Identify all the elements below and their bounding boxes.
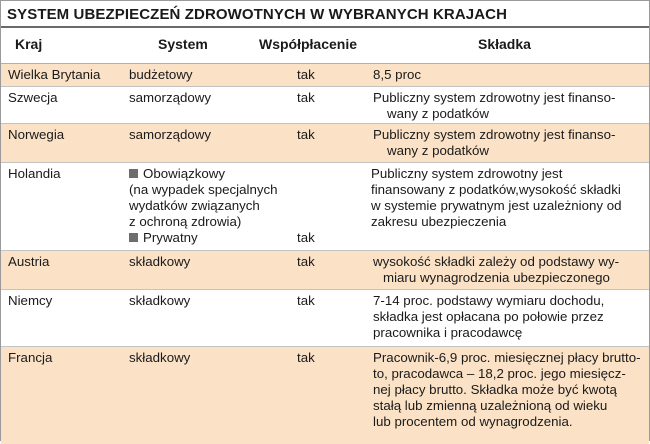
cell-kraj: Austria [8,254,50,269]
square-bullet-icon [129,233,138,242]
skladka-line: finansowany z podatków,wysokość składki [371,182,621,197]
header-kraj: Kraj [15,36,43,52]
cell-wspolplacenie: tak [297,293,315,308]
cell-wspolplacenie: tak [297,230,315,245]
cell-wspolplacenie: tak [297,350,315,365]
skladka-line: 8,5 proc [373,67,422,82]
cell-wspolplacenie: tak [297,127,315,142]
skladka-line: Publiczny system zdrowotny jest finanso- [373,90,616,105]
cell-wspolplacenie: tak [297,67,315,82]
system-detail-line: z ochroną zdrowia) [129,214,242,229]
system-detail-line: (na wypadek specjalnych [129,182,278,197]
skladka-line: zakresu ubezpieczenia [371,214,507,229]
cell-wspolplacenie: tak [297,254,315,269]
cell-skladka [373,90,635,122]
cell-kraj: Holandia [8,166,61,181]
table-header [1,28,649,64]
system-detail-line: wydatków związanych [129,198,260,213]
header-wspolplacenie: Współpłacenie [259,36,358,52]
skladka-line: składka jest opłacana po połowie przez [373,309,604,324]
header-skladka: Składka [478,36,531,52]
cell-wspolplacenie: tak [297,90,315,105]
cell-kraj: Norwegia [8,127,65,142]
cell-system: składkowy [129,254,191,269]
skladka-line: wysokość składki zależy od podstawy wy- [373,254,620,269]
system-option-prywatny: Prywatny [129,230,309,246]
skladka-line: Publiczny system zdrowotny jest [371,166,563,181]
cell-kraj: Niemcy [8,293,53,308]
skladka-line: Publiczny system zdrowotny jest finanso- [373,127,616,142]
skladka-line: pracownika i pracodawcę [373,325,523,340]
table-row [1,251,649,290]
cell-skladka [373,254,635,286]
skladka-line: nej płacy brutto. Składka może być kwotą [373,382,617,397]
square-bullet-icon [129,169,138,178]
table-row [1,64,649,87]
cell-kraj: Francja [8,350,53,365]
table-row [1,124,649,163]
skladka-line: miaru wynagrodzenia ubezpieczonego [383,270,610,285]
skladka-line: Pracownik-6,9 proc. miesięcznej płacy brutto- [373,350,641,365]
table-title: SYSTEM UBEZPIECZEŃ ZDROWOTNYCH W WYBRANYCH KRAJACH [1,1,649,28]
cell-skladka [373,67,635,83]
cell-system: samorządowy [129,90,212,105]
cell-skladka [373,293,635,341]
skladka-line: stałą lub zmienną uzależnioną od wieku [373,398,608,413]
table-row [1,87,649,124]
skladka-line: wany z podatków [387,106,489,121]
header-system: System [158,36,208,52]
cell-system: samorządowy [129,127,212,142]
cell-system [129,166,309,246]
cell-kraj: Wielka Brytania [8,67,101,82]
cell-skladka [373,127,635,159]
cell-system: budżetowy [129,67,193,82]
table-row [1,163,649,251]
table-row [1,290,649,347]
cell-kraj: Szwecja [8,90,58,105]
cell-system: składkowy [129,293,191,308]
skladka-line: to, pracodawca – 18,2 proc. jego miesięcz- [373,366,626,381]
skladka-line: wany z podatków [387,143,489,158]
table-row [1,347,649,444]
cell-skladka [373,350,641,430]
system-option-obowiazkowy: Obowiązkowy [129,166,309,182]
skladka-line: lub procentem od wynagrodzenia. [373,414,573,429]
skladka-line: w systemie prywatnym jest uzależniony od [371,198,622,213]
skladka-line: 7-14 proc. podstawy wymiaru dochodu, [373,293,605,308]
cell-system: składkowy [129,350,191,365]
cell-skladka [371,166,633,230]
